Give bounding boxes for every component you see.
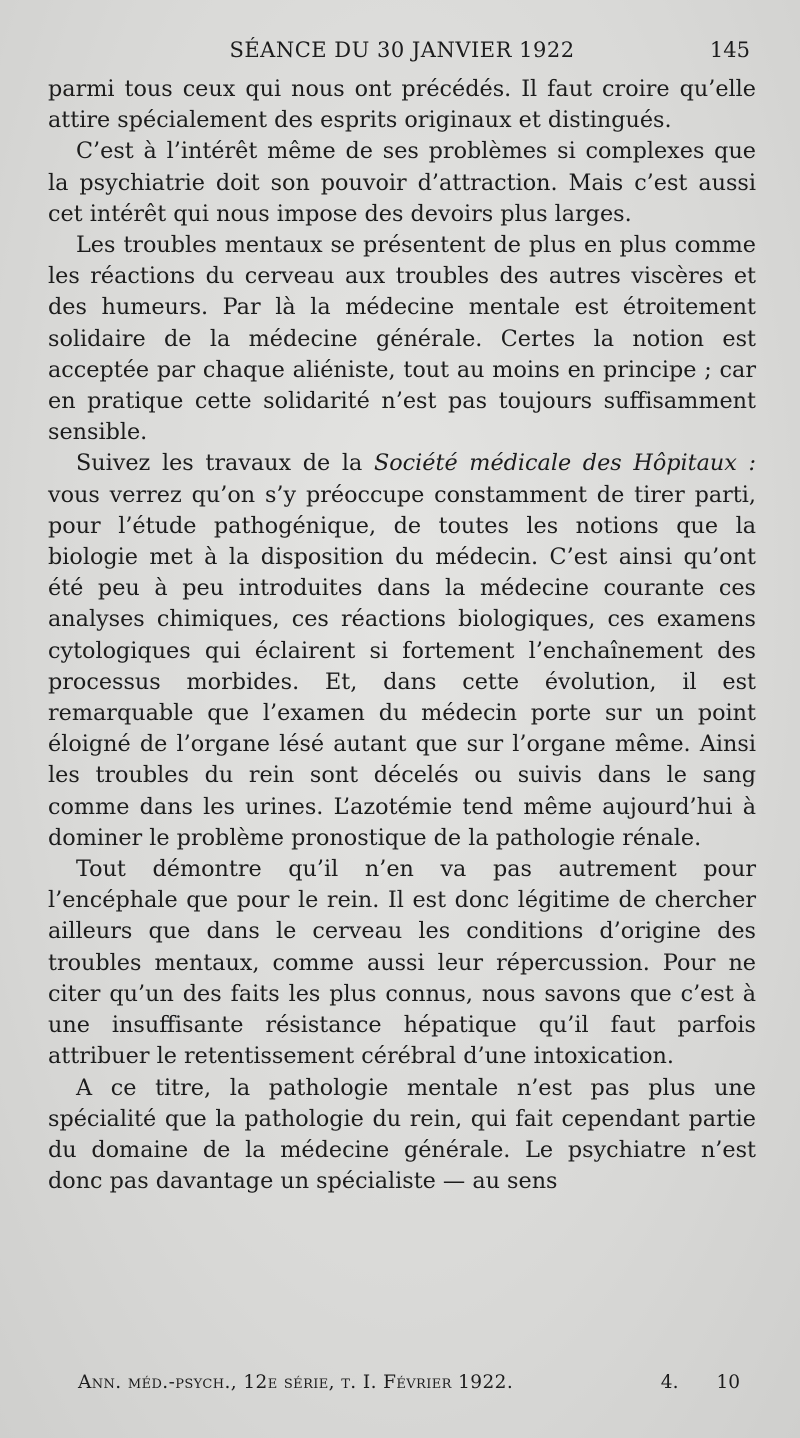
paragraph-text: Tout démontre qu’il n’en va pas autrement pour l’encéphale que pour le rein. Il est donc légitime de chercher ailleurs que dans le cerveau les conditions d’origine des troubles mentaux, comme aussi leur répercussion. Pour ne citer qu’un des faits les plus connus, nous savons que c’est à une insuffisante résistance hépatique qu’il faut parfois attribuer le retentissement cérébral d’une intoxication. <box>48 856 756 1070</box>
paragraph <box>48 854 756 1072</box>
body-text <box>48 74 756 1197</box>
running-title: SÉANCE DU 30 JANVIER 1922 <box>229 38 575 62</box>
paragraph-text: A ce titre, la pathologie mentale n’est pas plus une spécialité que la pathologie du rein, qui fait cependant partie du domaine de la médecine générale. Le psychiatre n’est donc pas davantage un spécialiste — au sens <box>48 1074 756 1195</box>
signature-number: 4. <box>660 1372 679 1393</box>
page-number: 145 <box>709 38 750 62</box>
printer-signature <box>661 1372 740 1393</box>
paragraph-text: C’est à l’intérêt même de ses problèmes si complexes que la psychiatrie doit son pouvoir d’attraction. Mais c’est aussi cet intérêt qui nous impose des devoirs plus larges. <box>48 138 756 227</box>
signature-sheet: 10 <box>716 1372 740 1393</box>
paragraph <box>48 448 756 854</box>
paragraph-text: parmi tous ceux qui nous ont précédés. Il faut croire qu’elle attire spécialement des esprits originaux et distingués. <box>48 76 756 134</box>
italic-text: Société médicale des Hôpitaux : <box>373 450 756 477</box>
paragraph <box>48 136 756 230</box>
page-footer <box>78 1372 740 1393</box>
paragraph <box>48 74 756 136</box>
paragraph-text: Les troubles mentaux se présentent de plus en plus comme les réactions du cerveau aux troubles des autres viscères et des humeurs. Par là la médecine mentale est étroitement solidaire de la médecine générale. Certes la notion est acceptée par chaque aliéniste, tout au moins en principe ; car en pratique cette solidarité n’est pas toujours suffisamment sensible. <box>48 232 756 446</box>
paragraph-text: Suivez les travaux de la <box>76 450 374 477</box>
paragraph <box>48 1073 756 1198</box>
page-header <box>48 30 756 74</box>
paragraph <box>48 230 756 448</box>
journal-imprint: Ann. méd.-psych., 12e série, t. I. Février 1922. <box>78 1372 514 1393</box>
paragraph-text: vous verrez qu’on s’y préoccupe constamment de tirer parti, pour l’étude pathogénique, de toutes les notions que la biologie met à la disposition du médecin. C’est ainsi qu’ont été peu à peu introduites dans la médecine courante ces analyses chimiques, ces réactions biologiques, ces examens cytologiques qui éclairent si fortement l’enchaînement des processus morbides. Et, dans cette évolution, il est remarquable que l’examen du médecin porte sur un point éloigné de l’organe lésé autant que sur l’organe même. Ainsi les troubles du rein sont décelés ou suivis dans le sang comme dans les urines. L’azotémie tend même aujourd’hui à dominer le problème pronostique de la pathologie rénale. <box>48 481 756 851</box>
